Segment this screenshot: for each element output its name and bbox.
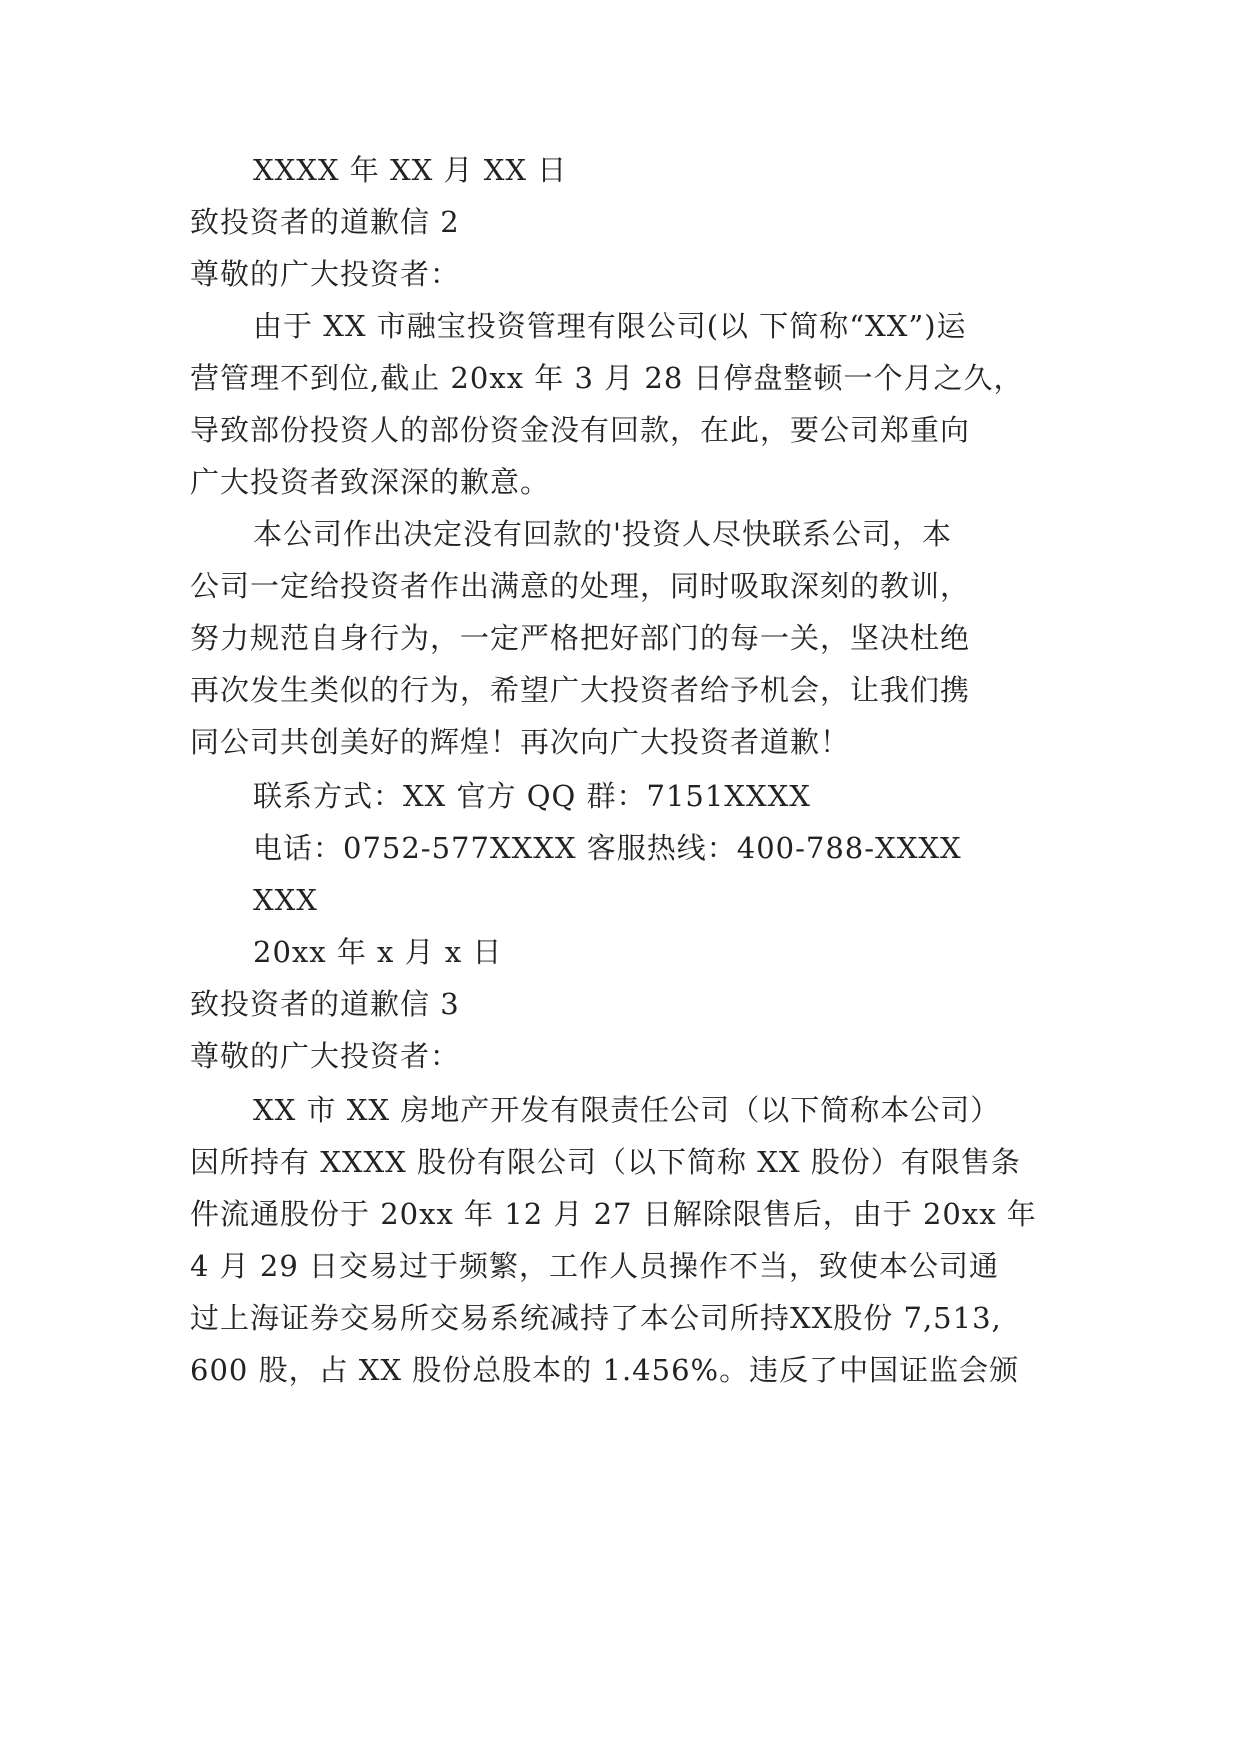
letter3-p1-line: 600 股，占 XX 股份总股本的 1.456%。违反了中国证监会颁: [190, 1353, 1020, 1387]
letter2-contact: 联系方式：XX 官方 QQ 群：7151XXXX: [253, 779, 811, 813]
letter2-title: 致投资者的道歉信 2: [190, 205, 460, 239]
letter3-p1-line: XX 市 XX 房地产开发有限责任公司（以下简称本公司）: [253, 1093, 1001, 1127]
letter2-date: 20xx 年 x 月 x 日: [253, 935, 503, 969]
letter3-p1-line: 件流通股份于 20xx 年 12 月 27 日解除限售后，由于 20xx 年: [190, 1197, 1037, 1231]
letter3-p1-line: 因所持有 XXXX 股份有限公司（以下简称 XX 股份）有限售条: [190, 1145, 1021, 1179]
letter3-p1-line: 4 月 29 日交易过于频繁，工作人员操作不当，致使本公司通: [190, 1249, 1000, 1283]
letter2-p1-line: 导致部份投资人的部份资金没有回款，在此，要公司郑重向: [190, 413, 971, 447]
letter2-p1-line: 营管理不到位,截止 20xx 年 3 月 28 日停盘整顿一个月之久，: [190, 361, 1024, 395]
letter2-signature: XXX: [253, 883, 318, 917]
letter2-p1-line: 广大投资者致深深的歉意。: [190, 465, 551, 499]
letter3-salutation: 尊敬的广大投资者：: [190, 1039, 461, 1073]
letter2-salutation: 尊敬的广大投资者：: [190, 257, 461, 291]
letter2-p2-line: 同公司共创美好的辉煌！再次向广大投资者道歉！: [190, 725, 851, 759]
letter3-p1-line: 过上海证券交易所交易系统减持了本公司所持XX股份 7,513,: [190, 1301, 1002, 1335]
letter2-p2-line: 本公司作出决定没有回款的'投资人尽快联系公司，本: [253, 517, 952, 551]
previous-letter-date: XXXX 年 XX 月 XX 日: [253, 153, 568, 187]
letter2-phone: 电话：0752-577XXXX 客服热线：400-788-XXXX: [253, 831, 962, 865]
letter2-p2-line: 努力规范自身行为，一定严格把好部门的每一关，坚决杜绝: [190, 621, 971, 655]
letter2-p2-line: 再次发生类似的行为，希望广大投资者给予机会，让我们携: [190, 673, 971, 707]
letter2-p2-line: 公司一定给投资者作出满意的处理，同时吸取深刻的教训，: [190, 569, 971, 603]
letter3-title: 致投资者的道歉信 3: [190, 987, 460, 1021]
letter2-p1-line: 由于 XX 市融宝投资管理有限公司(以 下简称“XX”)运: [253, 309, 967, 343]
